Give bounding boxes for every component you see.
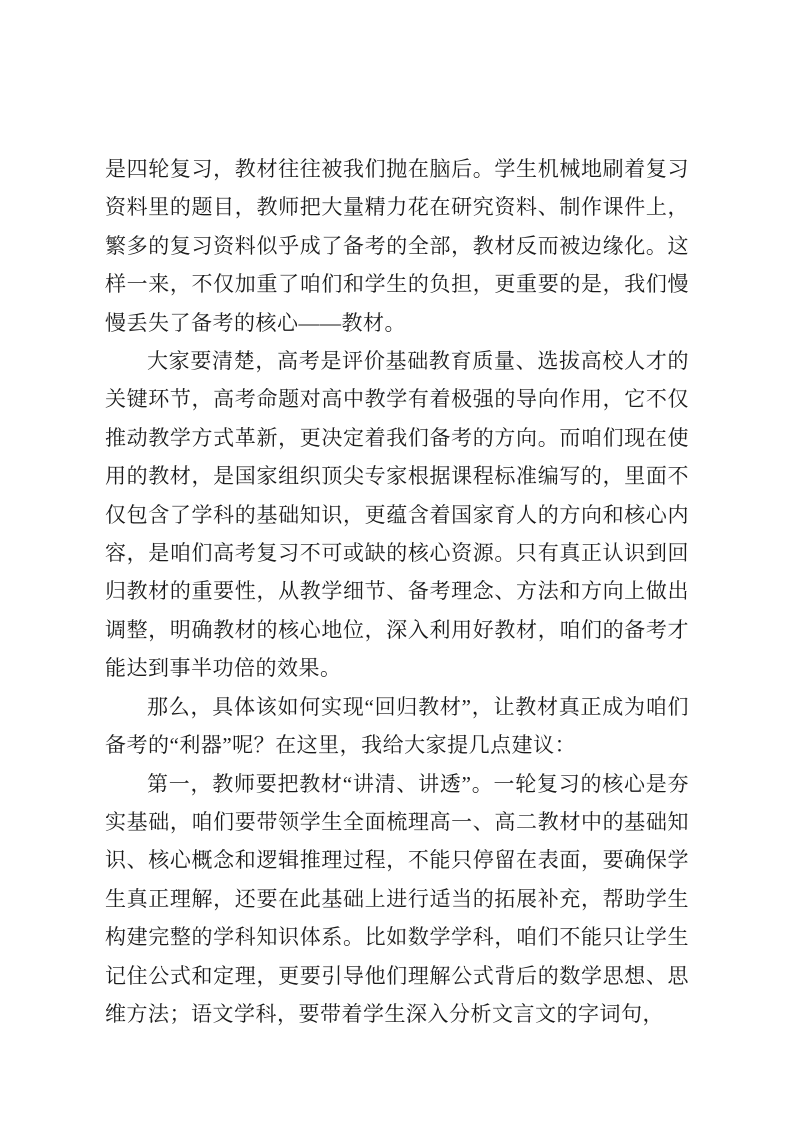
paragraph-suggestions-intro: 那么，具体该如何实现“回归教材”，让教材真正成为咱们备考的“利器”呢？在这里，我给大家提几点建议： bbox=[105, 694, 689, 758]
paragraph-gaokao-importance: 大家要清楚，高考是评价基础教育质量、选拔高校人才的关键环节，高考命题对高中教学有着极强的导向作用，它不仅推动教学方式革新，更决定着我们备考的方向。而咱们现在使用的教材，是国家组织顶尖专家根据课程标准编写的，里面不仅包含了学科的基础知识，更蕴含着国家育人的方向和核心内容，是咱们高考复习不可或缺的核心资源。只有真正认识到回归教材的重要性，从教学细节、备考理念、方法和方向上做出调整，明确教材的核心地位，深入利用好教材，咱们的备考才能达到事半功倍的效果。 bbox=[105, 349, 689, 681]
paragraph-continuation: 是四轮复习，教材往往被我们抛在脑后。学生机械地刷着复习资料里的题目，教师把大量精力花在研究资料、制作课件上，繁多的复习资料似乎成了备考的全部，教材反而被边缘化。这样一来，不仅加重了咱们和学生的负担，更重要的是，我们慢慢丢失了备考的核心——教材。 bbox=[105, 157, 689, 335]
paragraph-suggestion-first: 第一，教师要把教材“讲清、讲透”。一轮复习的核心是夯实基础，咱们要带领学生全面梳理高一、高二教材中的基础知识、核心概念和逻辑推理过程，不能只停留在表面，要确保学生真正理解，还要在此基础上进行适当的拓展补充，帮助学生构建完整的学科知识体系。比如数学学科，咱们不能只让学生记住公式和定理，更要引导他们理解公式背后的数学思想、思维方法；语文学科，要带着学生深入分析文言文的字词句， bbox=[105, 771, 689, 1026]
document-text-block bbox=[105, 150, 689, 1033]
